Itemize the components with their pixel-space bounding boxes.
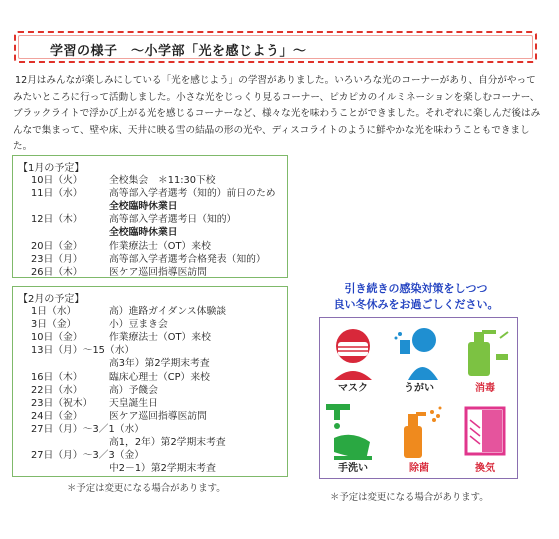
february-schedule-box xyxy=(12,286,288,477)
schedule-event: 作業療法士（OT）来校 xyxy=(109,240,211,252)
intro-paragraph: 12月はみんなが楽しみにしている「光を感じよう」の学習がありました。いろいろな光のコーナーがあり、自分がやってみたいところに行って活動しました。小さな光をじっくり見るコーナー、ピカピカのイルミネーションを楽しむコーナー、ブラックライトで浮かび上がる光を感じるコーナーなど、様々な光を味わうことができました。それぞれに楽しんだ後はみんなで集まって、壁や床、天井に映る雪の結晶の形の光や、ディスコライトのように鮮やかな光を味わうこともできました。 xyxy=(13,75,541,153)
mask-label: マスク xyxy=(338,383,368,394)
schedule-event: 全校臨時休業日 xyxy=(109,227,178,239)
schedule-date: 27日（月）～3／1（水） xyxy=(31,423,145,435)
infection-icon-grid xyxy=(319,317,518,479)
schedule-date: 1日（水） xyxy=(31,306,77,317)
schedule-event: 中2－1）第2学期末考査 xyxy=(109,463,216,475)
disinfect-label: 消毒 xyxy=(475,383,495,394)
schedule-row xyxy=(13,395,285,408)
schedule-event: 高）予餞会 xyxy=(109,384,158,396)
schedule-date: 23日（月） xyxy=(31,253,83,265)
schedule-row xyxy=(13,251,285,264)
schedule-row xyxy=(13,224,285,237)
schedule-date: 24日（金） xyxy=(31,410,83,422)
schedule-date: 16日（木） xyxy=(31,371,83,383)
schedule-row xyxy=(13,172,285,185)
schedule-event: 臨床心理士（CP）来校 xyxy=(109,371,210,383)
schedule-date: 13日（月）～15（水） xyxy=(31,345,135,357)
gargle-label: うがい xyxy=(404,383,434,394)
january-title: 【1月の予定】 xyxy=(18,163,85,174)
handwash-label: 手洗い xyxy=(338,463,368,474)
schedule-event: 全校集会 ＊11:30下校 xyxy=(109,175,216,186)
gargle-cell xyxy=(386,318,452,398)
schedule-date: 23日（祝木） xyxy=(31,397,93,409)
section-title: 学習の様子 ～小学部「光を感じよう」～ xyxy=(50,44,307,59)
schedule-row xyxy=(13,211,285,224)
schedule-event: 小）豆まき会 xyxy=(109,319,168,331)
schedule-row xyxy=(13,369,285,382)
schedule-event: 高）進路ガイダンス体験談 xyxy=(109,306,227,317)
infection-line-2: 良い冬休みをお過ごしください。 xyxy=(333,298,499,311)
schedule-row xyxy=(13,382,285,395)
schedule-event: 医ケア巡回指導医訪問 xyxy=(109,410,207,422)
schedule-row xyxy=(13,408,285,421)
schedule-date: 26日（木） xyxy=(31,266,83,278)
schedule-date: 10日（金） xyxy=(31,332,83,344)
schedule-row xyxy=(13,185,285,198)
schedule-date: 11日（水） xyxy=(31,188,83,200)
infection-message xyxy=(316,281,516,313)
schedule-row xyxy=(13,355,285,368)
schedule-event: 全校臨時休業日 xyxy=(109,201,178,213)
schedule-date: 22日（水） xyxy=(31,384,83,396)
schedule-row xyxy=(13,421,285,434)
ventilation-cell xyxy=(452,398,518,478)
january-schedule-box xyxy=(12,155,288,278)
disinfect-cell xyxy=(452,318,518,398)
mask-cell xyxy=(320,318,386,398)
schedule-row xyxy=(13,316,285,329)
schedule-date: 12日（木） xyxy=(31,214,83,226)
schedule-row xyxy=(13,460,285,473)
schedule-date: 10日（火） xyxy=(31,175,83,186)
schedule-row xyxy=(13,447,285,460)
schedule-event: 高等部入学者選考日（知的） xyxy=(109,214,237,226)
schedule-date: 20日（金） xyxy=(31,240,83,252)
schedule-row xyxy=(13,303,285,316)
sterilize-cell xyxy=(386,398,452,478)
infection-line-1: 引き続きの感染対策をしつつ xyxy=(344,282,488,295)
schedule-row xyxy=(13,198,285,211)
schedule-date: 3日（金） xyxy=(31,319,77,331)
handwash-cell xyxy=(320,398,386,478)
schedule-row xyxy=(13,238,285,251)
schedule-event: 高等部入学者選考（知的）前日のため xyxy=(109,188,276,200)
sterilize-label: 除菌 xyxy=(409,463,429,474)
section-banner xyxy=(14,31,537,63)
left-note: ＊予定は変更になる場合があります。 xyxy=(67,483,226,494)
schedule-event: 天皇誕生日 xyxy=(109,397,158,409)
schedule-event: 医ケア巡回指導医訪問 xyxy=(109,266,207,278)
schedule-row xyxy=(13,264,285,277)
schedule-row xyxy=(13,342,285,355)
february-title: 【2月の予定】 xyxy=(18,294,85,305)
schedule-row xyxy=(13,329,285,342)
schedule-date: 27日（月）～3／3（金） xyxy=(31,450,145,462)
schedule-event: 作業療法士（OT）来校 xyxy=(109,332,211,344)
ventilation-label: 換気 xyxy=(475,463,495,474)
right-note: ＊予定は変更になる場合があります。 xyxy=(330,492,489,503)
schedule-row xyxy=(13,434,285,447)
schedule-event: 高等部入学者選考合格発表（知的） xyxy=(109,253,266,265)
schedule-event: 高1，2年）第2学期末考査 xyxy=(109,437,226,448)
schedule-event: 高3年）第2学期末考査 xyxy=(109,358,210,370)
